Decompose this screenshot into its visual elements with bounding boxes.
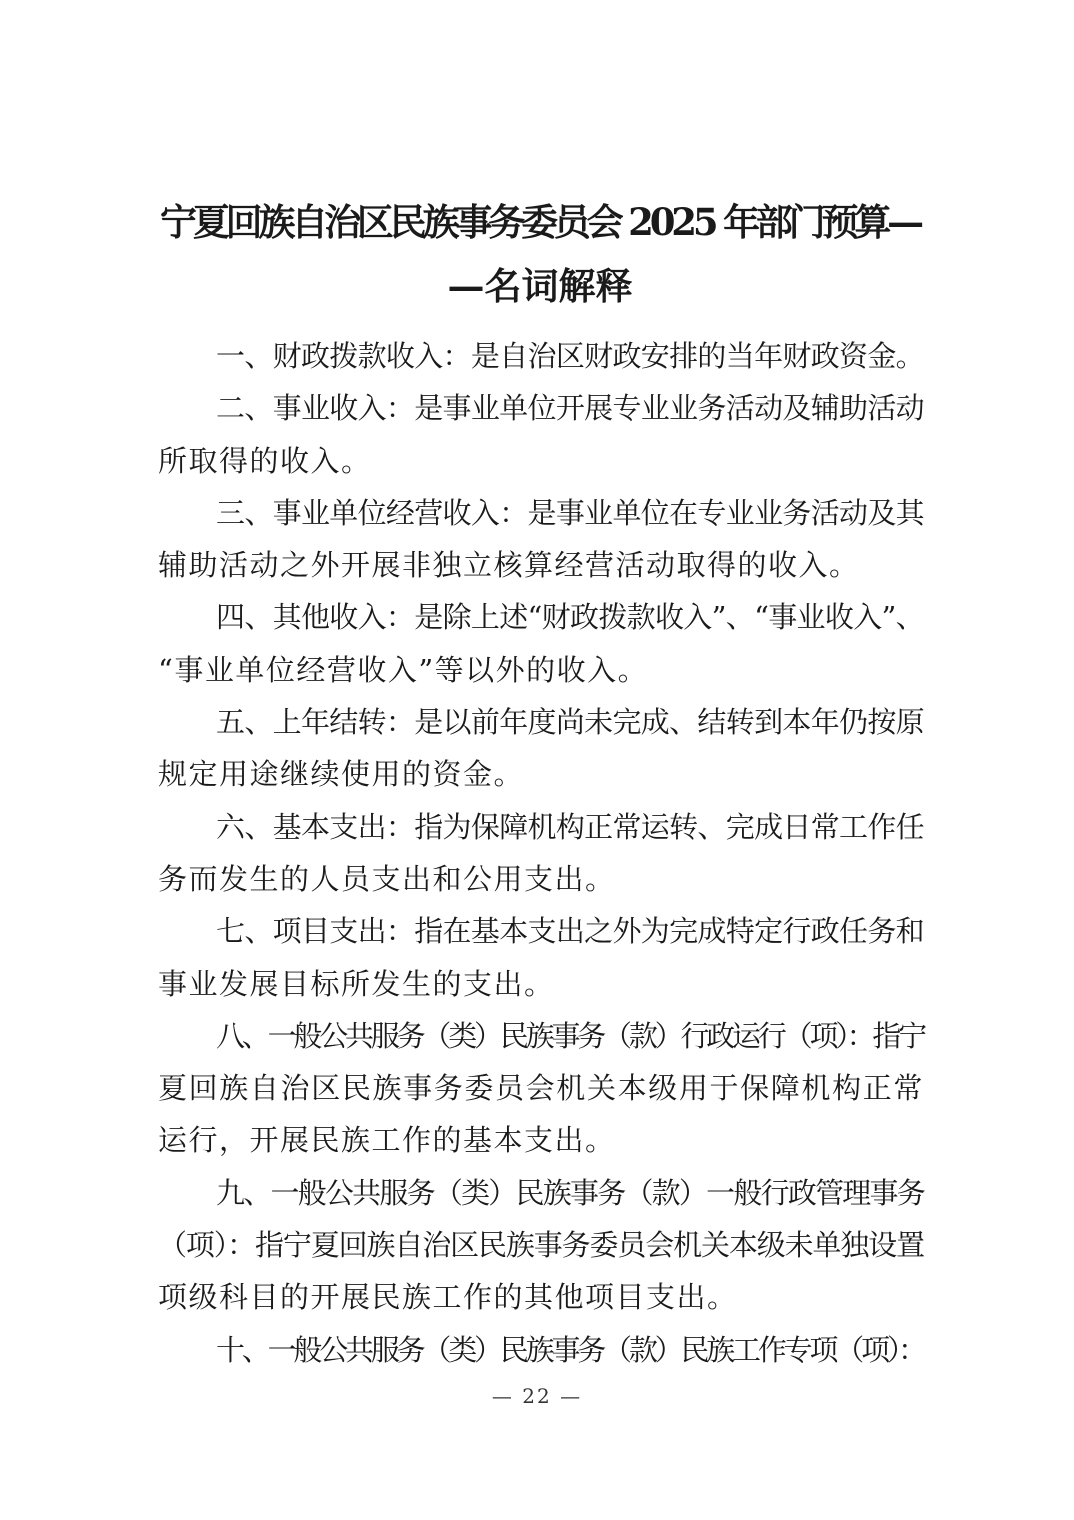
definition-paragraph	[158, 591, 924, 696]
paragraph-line: 八、一般公共服务（类）民族事务（款）行政运行（项）：指宁	[216, 1018, 924, 1053]
definition-paragraph	[158, 487, 924, 592]
title-line-1: 宁夏回族自治区民族事务委员会 2025 年部门预算—	[160, 200, 920, 244]
definition-paragraph	[158, 330, 924, 382]
paragraph-line: 辅助活动之外开展非独立核算经营活动取得的收入。	[158, 548, 860, 583]
paragraph-line: 所取得的收入。	[158, 443, 372, 478]
title-line-2: —名词解释	[447, 264, 633, 308]
paragraph-line: 务而发生的人员支出和公用支出。	[158, 861, 616, 896]
paragraph-line: 夏回族自治区民族事务委员会机关本级用于保障机构正常	[158, 1071, 924, 1106]
page-number: — 22 —	[491, 1384, 583, 1408]
paragraph-line: 运行，开展民族工作的基本支出。	[158, 1123, 616, 1158]
paragraph-line: 三、事业单位经营收入：是事业单位在专业业务活动及其	[216, 495, 924, 530]
definition-paragraph	[158, 801, 924, 906]
paragraph-line: 五、上年结转：是以前年度尚未完成、结转到本年仍按原	[216, 705, 924, 740]
paragraph-line: 七、项目支出：指在基本支出之外为完成特定行政任务和	[216, 914, 924, 949]
definition-paragraph	[158, 1167, 924, 1324]
definition-paragraph	[158, 696, 924, 801]
paragraph-line: 二、事业收入：是事业单位开展专业业务活动及辅助活动	[216, 391, 924, 426]
paragraph-line: 事业发展目标所发生的支出。	[158, 966, 555, 1001]
document-body	[158, 330, 924, 1376]
paragraph-line: 一、财政拨款收入：是自治区财政安排的当年财政资金。	[216, 339, 924, 373]
paragraph-line: 十、一般公共服务（类）民族事务（款）民族工作专项（项）：	[216, 1332, 924, 1367]
document-title	[160, 190, 920, 318]
paragraph-line: 项级科目的开展民族工作的其他项目支出。	[158, 1280, 738, 1315]
paragraph-line: 四、其他收入：是除上述“财政拨款收入”、“事业收入”、	[216, 600, 924, 635]
paragraph-line: （项）：指宁夏回族自治区民族事务委员会机关本级未单独设置	[158, 1228, 924, 1263]
definition-paragraph	[158, 905, 924, 1010]
paragraph-line: 规定用途继续使用的资金。	[158, 757, 525, 792]
paragraph-line: “事业单位经营收入”等以外的收入。	[158, 652, 649, 687]
paragraph-line: 六、基本支出：指为保障机构正常运转、完成日常工作任	[216, 809, 924, 844]
definition-paragraph	[158, 382, 924, 487]
definition-paragraph	[158, 1010, 924, 1167]
definition-paragraph	[158, 1324, 924, 1376]
paragraph-line: 九、一般公共服务（类）民族事务（款）一般行政管理事务	[216, 1175, 924, 1210]
